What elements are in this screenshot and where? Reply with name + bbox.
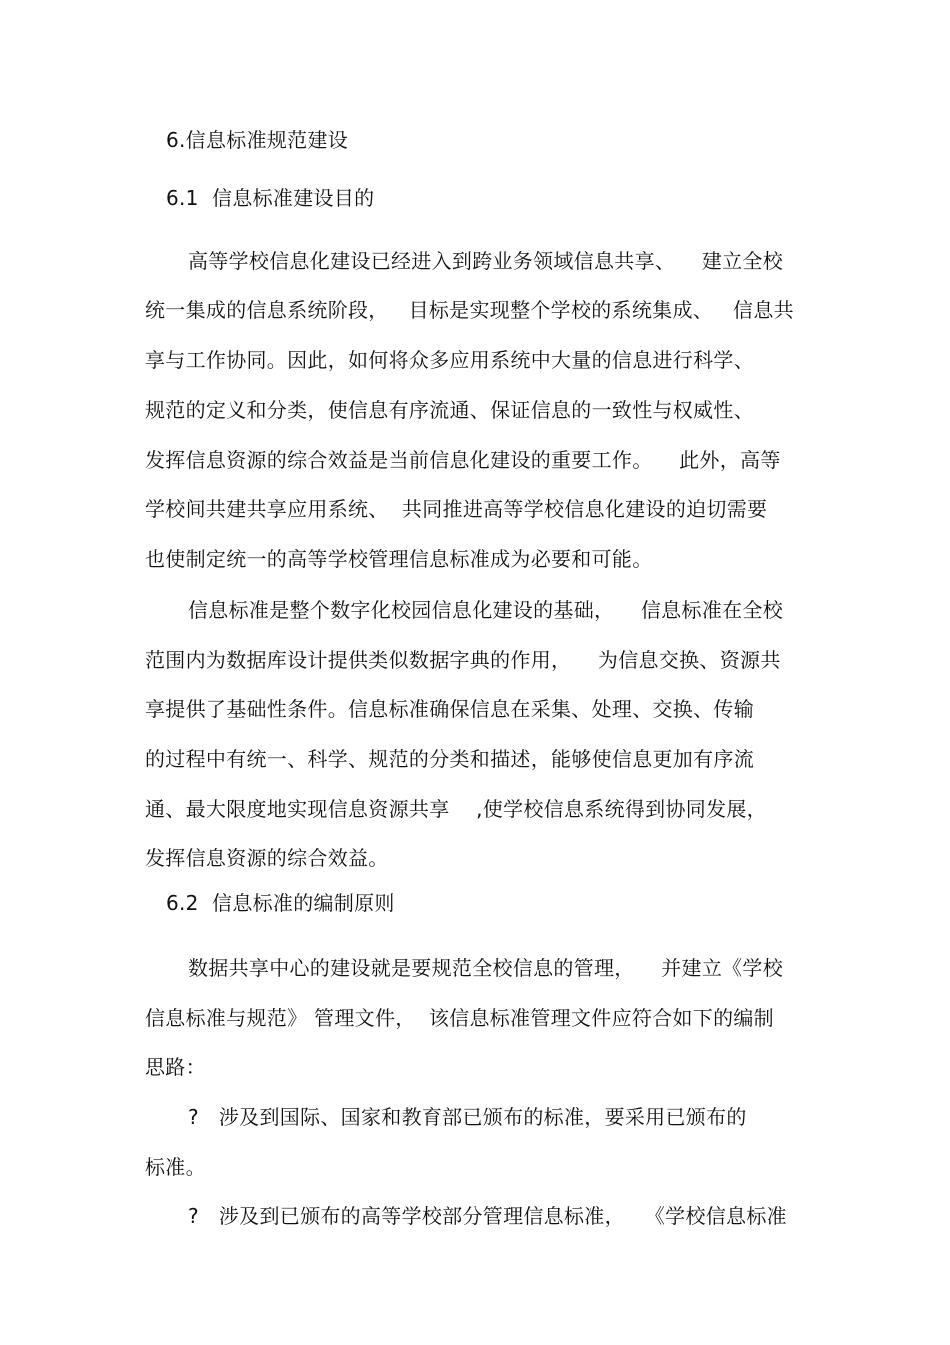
bullet-line: 标准。: [145, 1155, 206, 1179]
bullet-line: ? 涉及到已颁布的高等学校部分管理信息标准， 《学校信息标准: [188, 1204, 787, 1228]
bullet-line: ? 涉及到国际、国家和教育部已颁布的标准，要采用已颁布的: [188, 1105, 747, 1129]
paragraph-line: 思路：: [145, 1055, 206, 1079]
paragraph-line: 享与工作协同。因此，如何将众多应用系统中大量的信息进行科学、: [145, 348, 754, 372]
paragraph-line: 享提供了基础性条件。信息标准确保信息在采集、处理、交换、传输: [145, 697, 754, 721]
paragraph-line: 发挥信息资源的综合效益是当前信息化建设的重要工作。 此外，高等: [145, 448, 781, 472]
paragraph-line: 范围内为数据库设计提供类似数据字典的作用， 为信息交换、资源共: [145, 648, 781, 672]
paragraph-line: 统一集成的信息系统阶段， 目标是实现整个学校的系统集成、 信息共: [145, 298, 794, 322]
paragraph-line: 学校间共建共享应用系统、 共同推进高等学校信息化建设的迫切需要: [145, 497, 768, 521]
subsection-heading: 6.1 信息标准建设目的: [166, 186, 375, 210]
paragraph-line: 信息标准是整个数字化校园信息化建设的基础， 信息标准在全校: [188, 598, 784, 622]
paragraph-line: 数据共享中心的建设就是要规范全校信息的管理， 并建立《学校: [188, 956, 784, 980]
paragraph-line: 规范的定义和分类，使信息有序流通、保证信息的一致性与权威性、: [145, 398, 754, 422]
paragraph-line: 信息标准与规范》 管理文件， 该信息标准管理文件应符合如下的编制: [145, 1006, 774, 1030]
paragraph-line: 高等学校信息化建设已经进入到跨业务领域信息共享、 建立全校: [188, 249, 784, 273]
paragraph-line: 也使制定统一的高等学校管理信息标准成为必要和可能。: [145, 547, 653, 571]
paragraph-line: 的过程中有统一、科学、规范的分类和描述，能够使信息更加有序流: [145, 747, 754, 771]
paragraph-line: 发挥信息资源的综合效益。: [145, 846, 389, 870]
subsection-heading: 6.2 信息标准的编制原则: [166, 891, 395, 915]
section-heading: 6.信息标准规范建设: [166, 128, 349, 152]
paragraph-line: 通、最大限度地实现信息资源共享 ,使学校信息系统得到协同发展，: [145, 797, 767, 821]
